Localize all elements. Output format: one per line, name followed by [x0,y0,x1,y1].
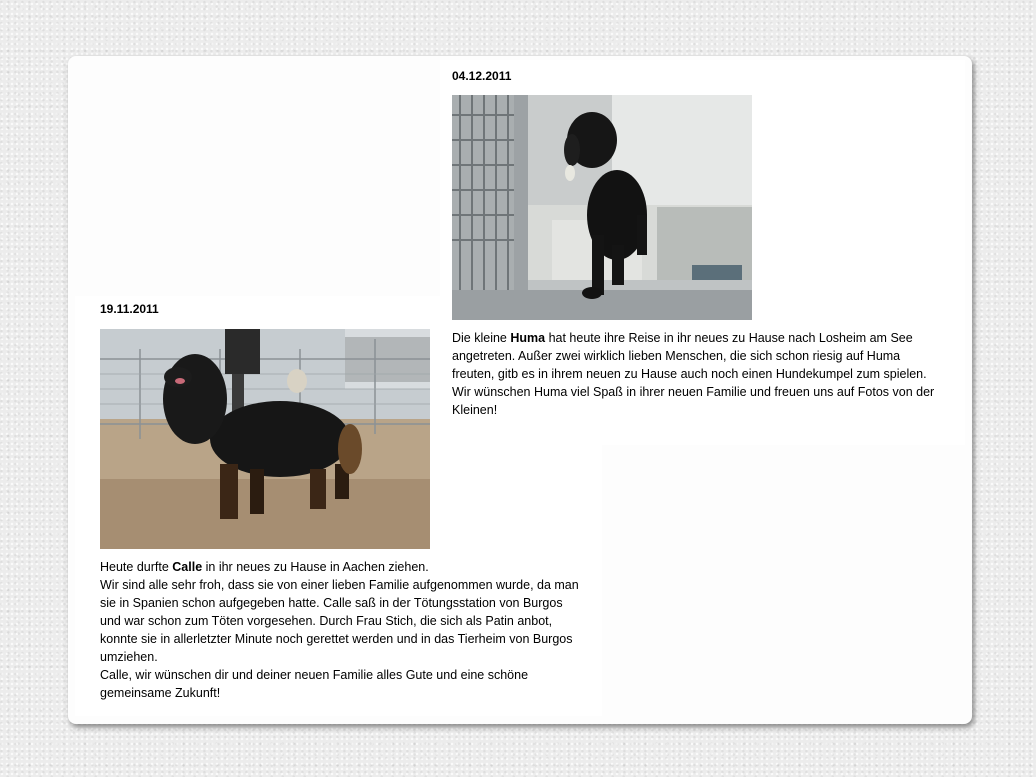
calle-name: Calle [172,560,203,574]
post-text-huma [452,329,942,419]
calle-paragraph-3: Calle, wir wünschen dir und deiner neuen Familie alles Gute und eine schöne gemeinsame Zukunft! [100,668,529,700]
post-date-huma: 04.12.2011 [452,69,512,83]
huma-paragraph-1: Die kleine Huma hat heute ihre Reise in ihr neues zu Hause nach Losheim am See angetreten. Außer zwei wirklich lieben Menschen, die sich schon riesig auf Huma freuten, gitb es in ihrem neuen zu Hause auch noch einen Hundekumpel zum spielen. [452,331,927,381]
calle-paragraph-1: Heute durfte Calle in ihr neues zu Hause in Aachen ziehen. [100,560,429,574]
calle-paragraph-2: Wir sind alle sehr froh, dass sie von einer lieben Familie aufgenommen wurde, da man sie in Spanien schon aufgegeben hatte. Calle saß in der Tötungsstation von Burgos und war schon zum Töten vorgesehen. Durch Frau Stich, die sich als Patin anbot, konnte sie in allerletzter Minute noch gerettet werden und in das Tierheim von Burgos umziehen. [100,578,579,664]
huma-paragraph-2: Wir wünschen Huma viel Spaß in ihrer neuen Familie und freuen uns auf Fotos von der Kleinen! [452,385,935,417]
post-date-calle: 19.11.2011 [100,302,159,316]
post-text-calle [100,558,585,702]
huma-dog-photo [452,95,752,320]
huma-name: Huma [510,331,546,345]
calle-dog-photo [100,329,430,549]
